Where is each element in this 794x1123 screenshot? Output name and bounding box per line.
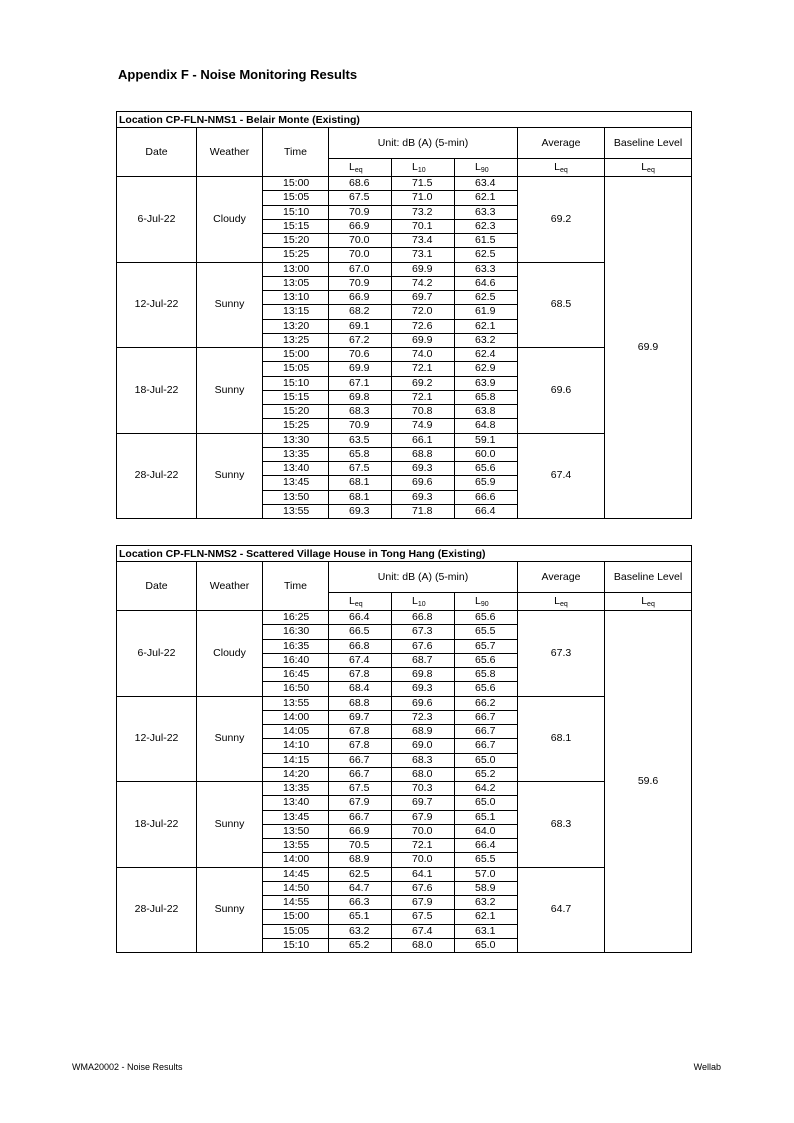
l90-cell: 63.2 bbox=[455, 896, 518, 910]
leq-cell: 66.3 bbox=[329, 896, 392, 910]
header-l10-symbol: L bbox=[412, 161, 418, 173]
time-cell: 15:05 bbox=[263, 362, 329, 376]
leq-cell: 63.2 bbox=[329, 924, 392, 938]
l90-cell: 65.0 bbox=[455, 753, 518, 767]
l90-cell: 65.6 bbox=[455, 611, 518, 625]
l10-cell: 69.3 bbox=[392, 490, 455, 504]
time-cell: 13:35 bbox=[263, 782, 329, 796]
header-baseline-leq bbox=[605, 159, 692, 177]
l10-cell: 70.0 bbox=[392, 824, 455, 838]
weather-cell: Sunny bbox=[197, 696, 263, 782]
header-l90-subscript: 90 bbox=[480, 601, 489, 608]
l10-cell: 73.4 bbox=[392, 234, 455, 248]
header-average-leq-symbol: L bbox=[554, 595, 561, 607]
leq-cell: 64.7 bbox=[329, 881, 392, 895]
l10-cell: 68.7 bbox=[392, 653, 455, 667]
l90-cell: 63.9 bbox=[455, 376, 518, 390]
l90-cell: 62.9 bbox=[455, 362, 518, 376]
average-cell: 67.3 bbox=[518, 611, 605, 697]
time-cell: 15:20 bbox=[263, 234, 329, 248]
l10-cell: 69.2 bbox=[392, 376, 455, 390]
leq-cell: 66.7 bbox=[329, 767, 392, 781]
l10-cell: 67.4 bbox=[392, 924, 455, 938]
header-l90 bbox=[455, 593, 518, 611]
l90-cell: 63.3 bbox=[455, 262, 518, 276]
l10-cell: 70.0 bbox=[392, 853, 455, 867]
time-cell: 15:25 bbox=[263, 248, 329, 262]
location-row bbox=[117, 546, 692, 562]
time-cell: 13:45 bbox=[263, 810, 329, 824]
l90-cell: 65.6 bbox=[455, 682, 518, 696]
l10-cell: 69.6 bbox=[392, 696, 455, 710]
l90-cell: 65.8 bbox=[455, 668, 518, 682]
time-cell: 14:20 bbox=[263, 767, 329, 781]
location-row bbox=[117, 112, 692, 128]
weather-cell: Sunny bbox=[197, 262, 263, 348]
l90-cell: 57.0 bbox=[455, 867, 518, 881]
leq-cell: 67.0 bbox=[329, 262, 392, 276]
leq-cell: 67.8 bbox=[329, 725, 392, 739]
l10-cell: 69.7 bbox=[392, 291, 455, 305]
time-cell: 14:05 bbox=[263, 725, 329, 739]
leq-cell: 67.2 bbox=[329, 333, 392, 347]
leq-cell: 66.4 bbox=[329, 611, 392, 625]
header-average: Average bbox=[518, 562, 605, 593]
leq-cell: 69.9 bbox=[329, 362, 392, 376]
time-cell: 13:55 bbox=[263, 504, 329, 518]
leq-cell: 68.9 bbox=[329, 853, 392, 867]
l10-cell: 72.0 bbox=[392, 305, 455, 319]
l10-cell: 68.8 bbox=[392, 447, 455, 461]
date-cell: 18-Jul-22 bbox=[117, 348, 197, 434]
leq-cell: 69.7 bbox=[329, 710, 392, 724]
leq-cell: 67.5 bbox=[329, 191, 392, 205]
time-cell: 15:00 bbox=[263, 348, 329, 362]
time-cell: 14:10 bbox=[263, 739, 329, 753]
footer-document-ref: WMA20002 - Noise Results bbox=[72, 1062, 183, 1072]
l10-cell: 69.6 bbox=[392, 476, 455, 490]
l90-cell: 65.7 bbox=[455, 639, 518, 653]
leq-cell: 70.9 bbox=[329, 419, 392, 433]
l10-cell: 68.0 bbox=[392, 767, 455, 781]
l90-cell: 62.5 bbox=[455, 248, 518, 262]
leq-cell: 67.4 bbox=[329, 653, 392, 667]
time-cell: 15:05 bbox=[263, 924, 329, 938]
leq-cell: 70.5 bbox=[329, 839, 392, 853]
l90-cell: 66.7 bbox=[455, 725, 518, 739]
average-cell: 68.5 bbox=[518, 262, 605, 348]
leq-cell: 66.9 bbox=[329, 219, 392, 233]
location-title: Location CP-FLN-NMS1 - Belair Monte (Existing) bbox=[117, 112, 692, 128]
l10-cell: 67.9 bbox=[392, 810, 455, 824]
header-average-leq-subscript: eq bbox=[560, 601, 568, 608]
l10-cell: 64.1 bbox=[392, 867, 455, 881]
header-leq bbox=[329, 159, 392, 177]
leq-cell: 70.0 bbox=[329, 248, 392, 262]
leq-cell: 67.9 bbox=[329, 796, 392, 810]
l10-cell: 69.8 bbox=[392, 668, 455, 682]
l10-cell: 70.8 bbox=[392, 405, 455, 419]
leq-cell: 65.1 bbox=[329, 910, 392, 924]
l90-cell: 64.8 bbox=[455, 419, 518, 433]
time-cell: 13:25 bbox=[263, 333, 329, 347]
l10-cell: 74.9 bbox=[392, 419, 455, 433]
l10-cell: 69.3 bbox=[392, 682, 455, 696]
leq-cell: 66.7 bbox=[329, 810, 392, 824]
l90-cell: 66.2 bbox=[455, 696, 518, 710]
l90-cell: 61.9 bbox=[455, 305, 518, 319]
time-cell: 13:30 bbox=[263, 433, 329, 447]
date-cell: 12-Jul-22 bbox=[117, 696, 197, 782]
date-cell: 28-Jul-22 bbox=[117, 433, 197, 519]
leq-cell: 69.1 bbox=[329, 319, 392, 333]
l10-cell: 66.1 bbox=[392, 433, 455, 447]
l10-cell: 72.1 bbox=[392, 839, 455, 853]
l10-cell: 70.1 bbox=[392, 219, 455, 233]
l10-cell: 73.1 bbox=[392, 248, 455, 262]
time-cell: 13:50 bbox=[263, 490, 329, 504]
header-date: Date bbox=[117, 128, 197, 177]
header-leq-symbol: L bbox=[349, 595, 355, 607]
time-cell: 13:45 bbox=[263, 476, 329, 490]
header-unit: Unit: dB (A) (5-min) bbox=[329, 128, 518, 159]
l10-cell: 74.2 bbox=[392, 276, 455, 290]
header-average-leq bbox=[518, 593, 605, 611]
date-cell: 28-Jul-22 bbox=[117, 867, 197, 953]
leq-cell: 68.8 bbox=[329, 696, 392, 710]
date-cell: 6-Jul-22 bbox=[117, 177, 197, 263]
time-cell: 16:45 bbox=[263, 668, 329, 682]
time-cell: 15:10 bbox=[263, 205, 329, 219]
weather-cell: Sunny bbox=[197, 867, 263, 953]
header-baseline-leq-subscript: eq bbox=[647, 601, 655, 608]
average-cell: 69.6 bbox=[518, 348, 605, 434]
header-baseline: Baseline Level bbox=[605, 562, 692, 593]
header-weather: Weather bbox=[197, 128, 263, 177]
date-cell: 12-Jul-22 bbox=[117, 262, 197, 348]
noise-table-nms1 bbox=[116, 111, 692, 519]
l10-cell: 68.9 bbox=[392, 725, 455, 739]
header-l10-subscript: 10 bbox=[417, 601, 426, 608]
l90-cell: 64.2 bbox=[455, 782, 518, 796]
page-title: Appendix F - Noise Monitoring Results bbox=[118, 67, 358, 82]
l90-cell: 62.1 bbox=[455, 191, 518, 205]
l90-cell: 62.3 bbox=[455, 219, 518, 233]
l90-cell: 63.2 bbox=[455, 333, 518, 347]
leq-cell: 63.5 bbox=[329, 433, 392, 447]
table-row bbox=[117, 177, 692, 191]
leq-cell: 66.9 bbox=[329, 291, 392, 305]
l10-cell: 66.8 bbox=[392, 611, 455, 625]
l10-cell: 71.0 bbox=[392, 191, 455, 205]
l10-cell: 68.0 bbox=[392, 938, 455, 952]
l90-cell: 62.5 bbox=[455, 291, 518, 305]
l90-cell: 65.2 bbox=[455, 767, 518, 781]
header-average-leq bbox=[518, 159, 605, 177]
location-title: Location CP-FLN-NMS2 - Scattered Village House in Tong Hang (Existing) bbox=[117, 546, 692, 562]
leq-cell: 66.9 bbox=[329, 824, 392, 838]
leq-cell: 70.0 bbox=[329, 234, 392, 248]
table-row bbox=[117, 611, 692, 625]
l90-cell: 66.6 bbox=[455, 490, 518, 504]
l90-cell: 59.1 bbox=[455, 433, 518, 447]
l10-cell: 72.6 bbox=[392, 319, 455, 333]
time-cell: 14:50 bbox=[263, 881, 329, 895]
l10-cell: 72.1 bbox=[392, 362, 455, 376]
l90-cell: 58.9 bbox=[455, 881, 518, 895]
l10-cell: 73.2 bbox=[392, 205, 455, 219]
time-cell: 13:50 bbox=[263, 824, 329, 838]
time-cell: 15:10 bbox=[263, 938, 329, 952]
leq-cell: 69.8 bbox=[329, 390, 392, 404]
l10-cell: 67.6 bbox=[392, 639, 455, 653]
time-cell: 15:00 bbox=[263, 910, 329, 924]
weather-cell: Sunny bbox=[197, 348, 263, 434]
time-cell: 16:50 bbox=[263, 682, 329, 696]
time-cell: 16:25 bbox=[263, 611, 329, 625]
header-baseline-leq-symbol: L bbox=[641, 595, 648, 607]
time-cell: 14:45 bbox=[263, 867, 329, 881]
time-cell: 14:00 bbox=[263, 710, 329, 724]
leq-cell: 67.5 bbox=[329, 782, 392, 796]
time-cell: 13:20 bbox=[263, 319, 329, 333]
time-cell: 15:25 bbox=[263, 419, 329, 433]
header-average-leq-subscript: eq bbox=[560, 167, 568, 174]
l90-cell: 63.3 bbox=[455, 205, 518, 219]
header-weather: Weather bbox=[197, 562, 263, 611]
time-cell: 15:00 bbox=[263, 177, 329, 191]
l90-cell: 65.6 bbox=[455, 653, 518, 667]
header-baseline: Baseline Level bbox=[605, 128, 692, 159]
time-cell: 14:15 bbox=[263, 753, 329, 767]
l90-cell: 63.1 bbox=[455, 924, 518, 938]
time-cell: 15:15 bbox=[263, 219, 329, 233]
l10-cell: 71.8 bbox=[392, 504, 455, 518]
time-cell: 16:30 bbox=[263, 625, 329, 639]
leq-cell: 68.1 bbox=[329, 476, 392, 490]
header-l90-symbol: L bbox=[475, 595, 481, 607]
l90-cell: 66.4 bbox=[455, 839, 518, 853]
l10-cell: 69.0 bbox=[392, 739, 455, 753]
l10-cell: 69.7 bbox=[392, 796, 455, 810]
l90-cell: 64.0 bbox=[455, 824, 518, 838]
l90-cell: 65.5 bbox=[455, 625, 518, 639]
l90-cell: 62.1 bbox=[455, 319, 518, 333]
l90-cell: 60.0 bbox=[455, 447, 518, 461]
leq-cell: 69.3 bbox=[329, 504, 392, 518]
l90-cell: 65.0 bbox=[455, 938, 518, 952]
weather-cell: Sunny bbox=[197, 433, 263, 519]
l90-cell: 63.8 bbox=[455, 405, 518, 419]
l90-cell: 62.1 bbox=[455, 910, 518, 924]
time-cell: 15:10 bbox=[263, 376, 329, 390]
time-cell: 13:05 bbox=[263, 276, 329, 290]
header-l90-symbol: L bbox=[475, 161, 481, 173]
leq-cell: 68.1 bbox=[329, 490, 392, 504]
leq-cell: 68.4 bbox=[329, 682, 392, 696]
header-row bbox=[117, 562, 692, 593]
l90-cell: 61.5 bbox=[455, 234, 518, 248]
l90-cell: 65.8 bbox=[455, 390, 518, 404]
time-cell: 13:10 bbox=[263, 291, 329, 305]
l10-cell: 67.6 bbox=[392, 881, 455, 895]
time-cell: 13:00 bbox=[263, 262, 329, 276]
l90-cell: 66.7 bbox=[455, 739, 518, 753]
weather-cell: Cloudy bbox=[197, 611, 263, 697]
time-cell: 13:55 bbox=[263, 839, 329, 853]
l10-cell: 69.3 bbox=[392, 462, 455, 476]
l10-cell: 68.3 bbox=[392, 753, 455, 767]
l10-cell: 67.9 bbox=[392, 896, 455, 910]
l90-cell: 64.6 bbox=[455, 276, 518, 290]
leq-cell: 65.2 bbox=[329, 938, 392, 952]
header-l10 bbox=[392, 159, 455, 177]
weather-cell: Cloudy bbox=[197, 177, 263, 263]
l90-cell: 65.5 bbox=[455, 853, 518, 867]
weather-cell: Sunny bbox=[197, 782, 263, 868]
leq-cell: 70.6 bbox=[329, 348, 392, 362]
baseline-cell: 59.6 bbox=[605, 611, 692, 953]
header-average: Average bbox=[518, 128, 605, 159]
time-cell: 14:55 bbox=[263, 896, 329, 910]
date-cell: 18-Jul-22 bbox=[117, 782, 197, 868]
time-cell: 16:35 bbox=[263, 639, 329, 653]
header-l90 bbox=[455, 159, 518, 177]
leq-cell: 70.9 bbox=[329, 205, 392, 219]
l10-cell: 72.1 bbox=[392, 390, 455, 404]
l90-cell: 65.9 bbox=[455, 476, 518, 490]
average-cell: 67.4 bbox=[518, 433, 605, 519]
l10-cell: 67.5 bbox=[392, 910, 455, 924]
time-cell: 15:20 bbox=[263, 405, 329, 419]
header-unit: Unit: dB (A) (5-min) bbox=[329, 562, 518, 593]
time-cell: 13:15 bbox=[263, 305, 329, 319]
leq-cell: 62.5 bbox=[329, 867, 392, 881]
leq-cell: 65.8 bbox=[329, 447, 392, 461]
l90-cell: 65.0 bbox=[455, 796, 518, 810]
time-cell: 16:40 bbox=[263, 653, 329, 667]
header-baseline-leq-symbol: L bbox=[641, 161, 648, 173]
header-leq-subscript: eq bbox=[354, 601, 363, 608]
average-cell: 69.2 bbox=[518, 177, 605, 263]
header-date: Date bbox=[117, 562, 197, 611]
time-cell: 14:00 bbox=[263, 853, 329, 867]
header-l10 bbox=[392, 593, 455, 611]
header-time: Time bbox=[263, 562, 329, 611]
time-cell: 13:55 bbox=[263, 696, 329, 710]
time-cell: 15:05 bbox=[263, 191, 329, 205]
time-cell: 13:40 bbox=[263, 462, 329, 476]
leq-cell: 67.8 bbox=[329, 739, 392, 753]
header-l10-subscript: 10 bbox=[417, 167, 426, 174]
l90-cell: 66.7 bbox=[455, 710, 518, 724]
time-cell: 13:35 bbox=[263, 447, 329, 461]
time-cell: 13:40 bbox=[263, 796, 329, 810]
l10-cell: 70.3 bbox=[392, 782, 455, 796]
header-leq-symbol: L bbox=[349, 161, 355, 173]
header-leq bbox=[329, 593, 392, 611]
average-cell: 68.1 bbox=[518, 696, 605, 782]
leq-cell: 67.1 bbox=[329, 376, 392, 390]
l10-cell: 74.0 bbox=[392, 348, 455, 362]
l10-cell: 67.3 bbox=[392, 625, 455, 639]
leq-cell: 68.3 bbox=[329, 405, 392, 419]
header-row bbox=[117, 128, 692, 159]
leq-cell: 67.8 bbox=[329, 668, 392, 682]
leq-cell: 66.7 bbox=[329, 753, 392, 767]
header-l90-subscript: 90 bbox=[480, 167, 489, 174]
leq-cell: 67.5 bbox=[329, 462, 392, 476]
date-cell: 6-Jul-22 bbox=[117, 611, 197, 697]
average-cell: 64.7 bbox=[518, 867, 605, 953]
header-leq-subscript: eq bbox=[354, 167, 363, 174]
l10-cell: 72.3 bbox=[392, 710, 455, 724]
header-baseline-leq bbox=[605, 593, 692, 611]
l90-cell: 63.4 bbox=[455, 177, 518, 191]
baseline-cell: 69.9 bbox=[605, 177, 692, 519]
l10-cell: 69.9 bbox=[392, 262, 455, 276]
l90-cell: 62.4 bbox=[455, 348, 518, 362]
leq-cell: 70.9 bbox=[329, 276, 392, 290]
leq-cell: 68.6 bbox=[329, 177, 392, 191]
l90-cell: 65.1 bbox=[455, 810, 518, 824]
header-l10-symbol: L bbox=[412, 595, 418, 607]
leq-cell: 66.8 bbox=[329, 639, 392, 653]
l10-cell: 69.9 bbox=[392, 333, 455, 347]
header-baseline-leq-subscript: eq bbox=[647, 167, 655, 174]
leq-cell: 68.2 bbox=[329, 305, 392, 319]
l10-cell: 71.5 bbox=[392, 177, 455, 191]
header-average-leq-symbol: L bbox=[554, 161, 561, 173]
leq-cell: 66.5 bbox=[329, 625, 392, 639]
l90-cell: 65.6 bbox=[455, 462, 518, 476]
time-cell: 15:15 bbox=[263, 390, 329, 404]
noise-table-nms2 bbox=[116, 545, 692, 953]
footer-company: Wellab bbox=[693, 1062, 721, 1072]
l90-cell: 66.4 bbox=[455, 504, 518, 518]
average-cell: 68.3 bbox=[518, 782, 605, 868]
header-time: Time bbox=[263, 128, 329, 177]
